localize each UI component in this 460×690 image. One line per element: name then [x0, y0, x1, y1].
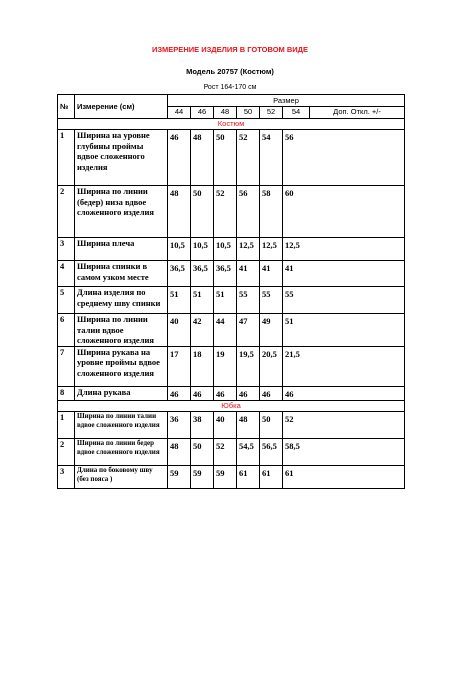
table-row — [58, 186, 405, 238]
measurement-value: 51 — [283, 314, 405, 347]
measurement-value: 20,5 — [260, 346, 283, 386]
measurement-value: 50 — [260, 411, 283, 438]
measurement-value: 36 — [168, 411, 191, 438]
measurement-name: Длина рукава — [75, 386, 168, 400]
measurement-value: 40 — [214, 411, 237, 438]
size-label: 44 — [168, 107, 191, 119]
section-title: Костюм — [58, 119, 405, 130]
measurement-value: 19,5 — [237, 346, 260, 386]
measurement-value: 59 — [214, 465, 237, 488]
header-size: Размер — [168, 95, 405, 107]
measurement-value: 17 — [168, 346, 191, 386]
measurement-value: 50 — [191, 438, 214, 465]
measurement-value: 46 — [283, 386, 405, 400]
measurement-value: 44 — [214, 314, 237, 347]
measurement-value: 51 — [191, 287, 214, 314]
table-row — [58, 314, 405, 347]
measurement-value: 55 — [260, 287, 283, 314]
document-title: ИЗМЕРЕНИЕ ИЗДЕЛИЯ В ГОТОВОМ ВИДЕ — [151, 45, 309, 54]
measurement-value: 58,5 — [283, 438, 405, 465]
measurement-value: 56,5 — [260, 438, 283, 465]
header-number: № — [58, 95, 75, 119]
measurement-name: Ширина по линии талии вдвое сложенного изделия — [75, 314, 168, 347]
measurement-value: 54 — [260, 130, 283, 186]
measurement-name: Ширина по линии (бедер) низа вдвое сложенного изделия — [75, 186, 168, 238]
measurement-value: 21,5 — [283, 346, 405, 386]
measurement-value: 47 — [237, 314, 260, 347]
size-label: 54 — [283, 107, 310, 119]
measurement-value: 46 — [214, 386, 237, 400]
measurement-value: 41 — [283, 261, 405, 287]
measurement-name: Ширина по линии бедер вдвое сложенного изделия — [75, 438, 168, 465]
measurement-value: 50 — [191, 186, 214, 238]
measurement-value: 18 — [191, 346, 214, 386]
size-label: 48 — [214, 107, 237, 119]
measurement-value: 52 — [214, 438, 237, 465]
measurement-value: 50 — [214, 130, 237, 186]
row-number: 3 — [58, 465, 75, 488]
model-name: Модель 20757 (Костюм) — [186, 67, 274, 76]
measurement-value: 12,5 — [283, 238, 405, 261]
measurement-value: 60 — [283, 186, 405, 238]
measurement-value: 59 — [191, 465, 214, 488]
size-label: 46 — [191, 107, 214, 119]
measurement-value: 41 — [260, 261, 283, 287]
section-row — [58, 400, 405, 411]
measurement-value: 12,5 — [260, 238, 283, 261]
measurement-value: 49 — [260, 314, 283, 347]
row-number: 5 — [58, 287, 75, 314]
measurement-value: 52 — [237, 130, 260, 186]
measurement-value: 48 — [191, 130, 214, 186]
table-row — [58, 346, 405, 386]
measurement-value: 46 — [168, 386, 191, 400]
measurement-value: 46 — [191, 386, 214, 400]
row-number: 1 — [58, 130, 75, 186]
table-row — [58, 238, 405, 261]
measurement-value: 55 — [237, 287, 260, 314]
measurement-value: 10,5 — [168, 238, 191, 261]
section-title: Юбка — [58, 400, 405, 411]
measurement-value: 19 — [214, 346, 237, 386]
measurement-value: 48 — [168, 186, 191, 238]
measurement-name: Ширина по линии талии вдвое сложенного изделия — [75, 411, 168, 438]
row-number: 2 — [58, 438, 75, 465]
measurement-value: 55 — [283, 287, 405, 314]
measurement-value: 59 — [168, 465, 191, 488]
row-number: 3 — [58, 238, 75, 261]
measurement-name: Ширина плеча — [75, 238, 168, 261]
row-number: 8 — [58, 386, 75, 400]
measurement-value: 36,5 — [214, 261, 237, 287]
measurement-value: 38 — [191, 411, 214, 438]
measurement-name: Ширина рукава на уровне проймы вдвое сложенного изделия — [75, 346, 168, 386]
measurement-value: 46 — [168, 130, 191, 186]
measurements-table — [57, 94, 405, 489]
measurement-value: 51 — [214, 287, 237, 314]
table-row — [58, 465, 405, 488]
table-row — [58, 261, 405, 287]
measurement-name: Длина по боковому шву (без пояса ) — [75, 465, 168, 488]
measurement-value: 42 — [191, 314, 214, 347]
row-number: 7 — [58, 346, 75, 386]
measurement-value: 46 — [260, 386, 283, 400]
measurement-value: 36,5 — [168, 261, 191, 287]
row-number: 4 — [58, 261, 75, 287]
measurement-value: 10,5 — [191, 238, 214, 261]
measurement-value: 54,5 — [237, 438, 260, 465]
table-row — [58, 287, 405, 314]
measurement-value: 52 — [283, 411, 405, 438]
table-row — [58, 438, 405, 465]
measurement-value: 48 — [168, 438, 191, 465]
size-label: 50 — [237, 107, 260, 119]
row-number: 6 — [58, 314, 75, 347]
size-label: 52 — [260, 107, 283, 119]
table-row — [58, 130, 405, 186]
measurement-name: Ширина на уровне глубины проймы вдвое сложенного изделия — [75, 130, 168, 186]
measurement-value: 10,5 — [214, 238, 237, 261]
measurement-name: Длина изделия по среднему шву спинки — [75, 287, 168, 314]
header-tolerance: Доп. Откл. +/- — [310, 107, 405, 119]
measurement-value: 61 — [237, 465, 260, 488]
header-row — [58, 95, 405, 107]
measurement-value: 51 — [168, 287, 191, 314]
table-row — [58, 411, 405, 438]
measurement-value: 41 — [237, 261, 260, 287]
measurement-value: 46 — [237, 386, 260, 400]
measurement-value: 56 — [237, 186, 260, 238]
measurement-value: 61 — [260, 465, 283, 488]
header-measurement: Измерение (см) — [75, 95, 168, 119]
height-range: Рост 164-170 см — [203, 84, 257, 91]
measurement-value: 61 — [283, 465, 405, 488]
table-row — [58, 386, 405, 400]
measurement-value: 56 — [283, 130, 405, 186]
measurement-name: Ширина спинки в самом узком месте — [75, 261, 168, 287]
section-row — [58, 119, 405, 130]
row-number: 2 — [58, 186, 75, 238]
measurement-value: 58 — [260, 186, 283, 238]
measurement-value: 36,5 — [191, 261, 214, 287]
measurement-value: 12,5 — [237, 238, 260, 261]
measurement-value: 40 — [168, 314, 191, 347]
measurement-value: 52 — [214, 186, 237, 238]
row-number: 1 — [58, 411, 75, 438]
measurement-value: 48 — [237, 411, 260, 438]
